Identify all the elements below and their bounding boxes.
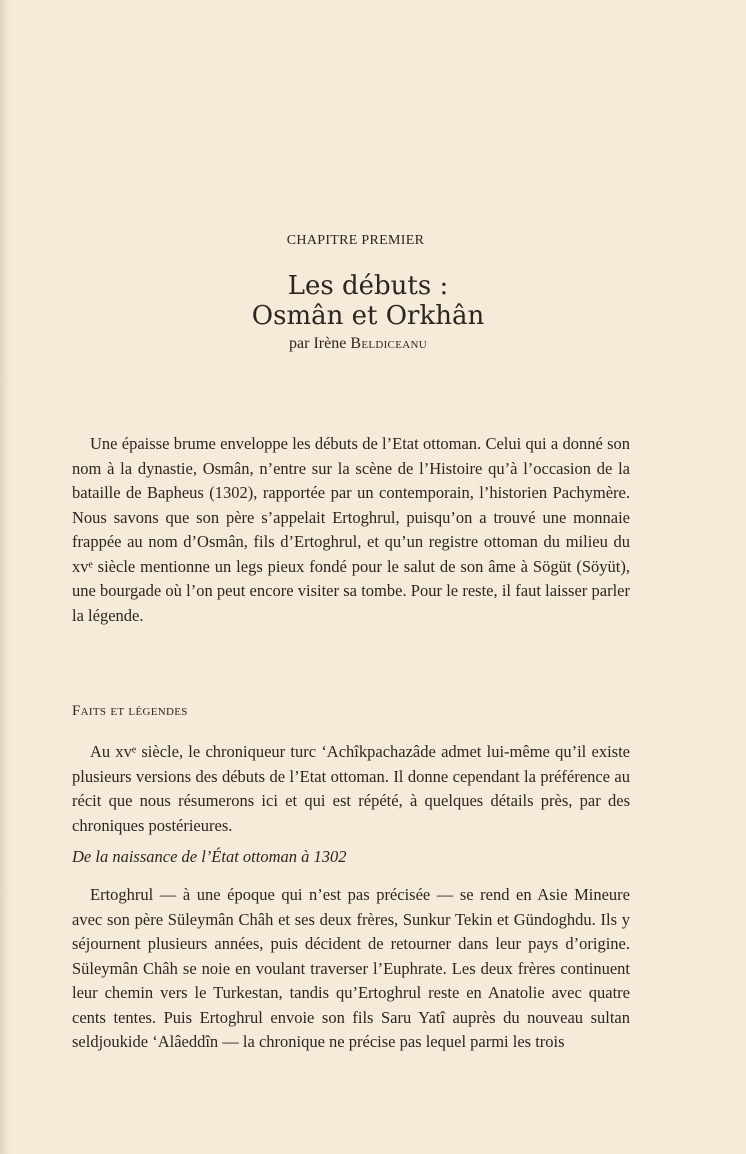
chapter-label: CHAPITRE PREMIER xyxy=(286,233,425,248)
page-edge-shadow xyxy=(0,0,10,1154)
intro-paragraph: Une épaisse brume enveloppe les débuts de l’Etat ottoman. Celui qui a donné son nom à la dynastie, Osmân, n’entre sur la scène de l’Histoire qu’à l’occasion de la bataille de Bapheus (1302), rapportée par un contemporain, l’historien Pachymère. Nous savons que son père s’appelait Ertoghrul, puisqu’on a trouvé une monnaie frappée au nom d’Osmân, fils d’Ertoghrul, et qu’un registre ottoman du milieu du xvᵉ siècle mentionne un legs pieux fondé pour le salut de son âme à Sögüt (Söyüt), une bourgade où l’on peut encore visiter sa tombe. Pour le reste, il faut laisser parler la légende. xyxy=(72,434,630,625)
body-paragraph: Ertoghrul — à une époque qui n’est pas précisée — se rend en Asie Mineure avec son père Süleymân Châh et ses deux frères, Sunkur Tekin et Gündoghdu. Ils y séjournent plusieurs années, puis décident de retourner dans leur pays d’origine. Süleymân Châh se noie en voulant traverser l’Euphrate. Les deux frères continuent leur chemin vers le Turkestan, tandis qu’Ertoghrul reste en Anatolie avec quatre cents tentes. Puis Ertoghrul envoie son fils Saru Yatî auprès du nouveau sultan seldjoukide ‘Alâeddîn — la chronique ne précise pas lequel parmi les trois xyxy=(72,885,630,1051)
author-line xyxy=(0,335,716,353)
subheading: De la naissance de l’État ottoman à 1302 xyxy=(72,847,347,866)
chapter-title-line-2: Osmân et Orkhân xyxy=(251,301,485,331)
section-heading: Faits et légendes xyxy=(72,703,188,719)
chapter-title-line-1: Les débuts : xyxy=(287,271,449,301)
author-prefix: par Irène xyxy=(289,335,347,352)
author-name: Beldiceanu xyxy=(350,335,427,352)
section-paragraph: Au xvᵉ siècle, le chroniqueur turc ‘Achîkpachazâde admet lui-même qu’il existe plusieurs versions des débuts de l’Etat ottoman. Il donne cependant la préférence au récit que nous résumerons ici et qui est répété, à quelques détails près, par des chroniques postérieures. xyxy=(72,742,630,835)
